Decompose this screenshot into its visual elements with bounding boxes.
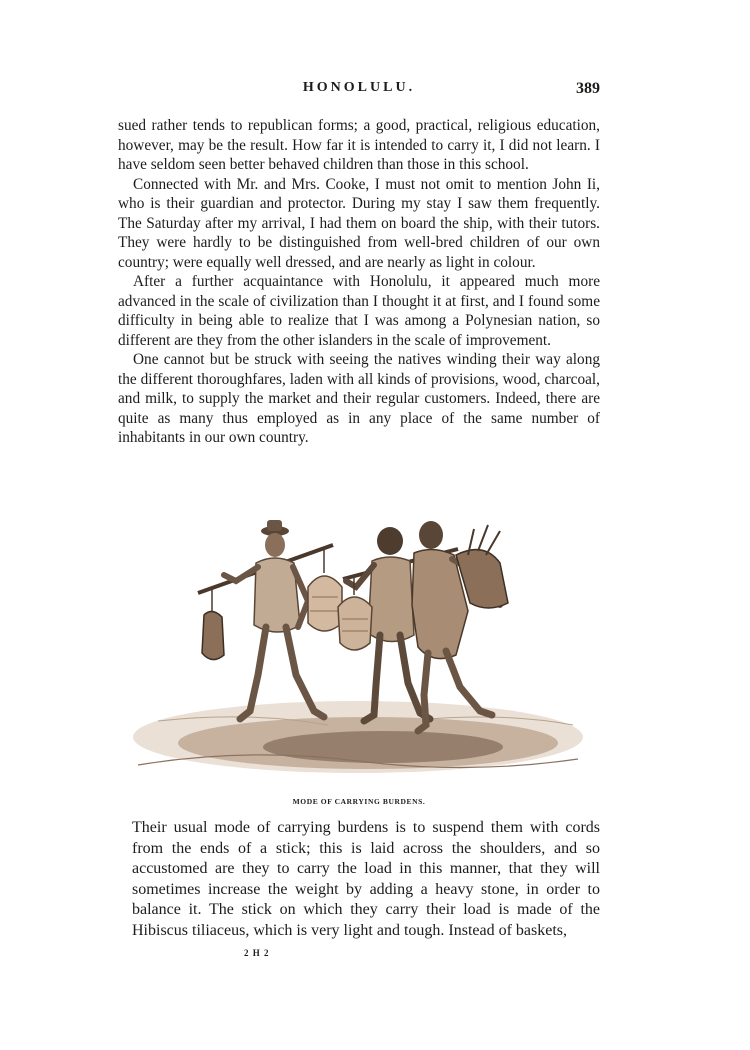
page-number: 389	[576, 80, 600, 97]
paragraph-natives: One cannot but be struck with seeing the natives winding their way along the different thoroughfares, laden with all kinds of provisions, wood, charcoal, and milk, to supply the market and their regular customers. Indeed, there are quite as many thus employed as in any place of the same number of inhabitants in our own country.	[118, 351, 600, 446]
signature-mark: 2 H 2	[244, 948, 270, 958]
right-carrier	[412, 521, 508, 731]
burden-carriers-illustration	[128, 515, 588, 790]
paragraph-cooke: Connected with Mr. and Mrs. Cooke, I must not omit to mention John Ii, who is their guardian and protector. During my stay I saw them frequently. The Saturday after my arrival, I had them on board the ship, with their tutors. They were hardly to be distinguished from well-bred children of our own country; were equally well dressed, and are nearly as light in colour.	[118, 175, 600, 271]
upper-text-block	[118, 116, 600, 448]
paragraph-continued: sued rather tends to republican forms; a good, practical, religious education, however, may be the result. How far it is intended to carry it, I did not learn. I have seldom seen better behaved children than those in this school.	[118, 117, 600, 173]
lower-text-block	[132, 818, 600, 942]
figure-caption: MODE OF CARRYING BURDENS.	[292, 797, 426, 806]
left-carrier	[198, 520, 342, 719]
paragraph-burdens: Their usual mode of carrying burdens is to suspend them with cords from the ends of a stick; this is laid across the shoulders, and so accustomed are they to carry the load in this manner, that they will sometimes increase the weight by adding a heavy stone, in order to balance it. The stick on which they carry their load is made of the Hibiscus tiliaceus, which is very light and tough. Instead of baskets,	[132, 819, 600, 939]
engraving-figure	[128, 515, 588, 790]
paragraph-honolulu: After a further acquaintance with Honolulu, it appeared much more advanced in the scale of civilization than I thought it at first, and I found some difficulty in being able to realize that I was among a Polynesian nation, so different are they from the other islanders in the scale of improvement.	[118, 273, 600, 349]
ground-shading	[133, 701, 583, 773]
running-head	[118, 80, 600, 102]
running-title: HONOLULU.	[302, 80, 416, 95]
